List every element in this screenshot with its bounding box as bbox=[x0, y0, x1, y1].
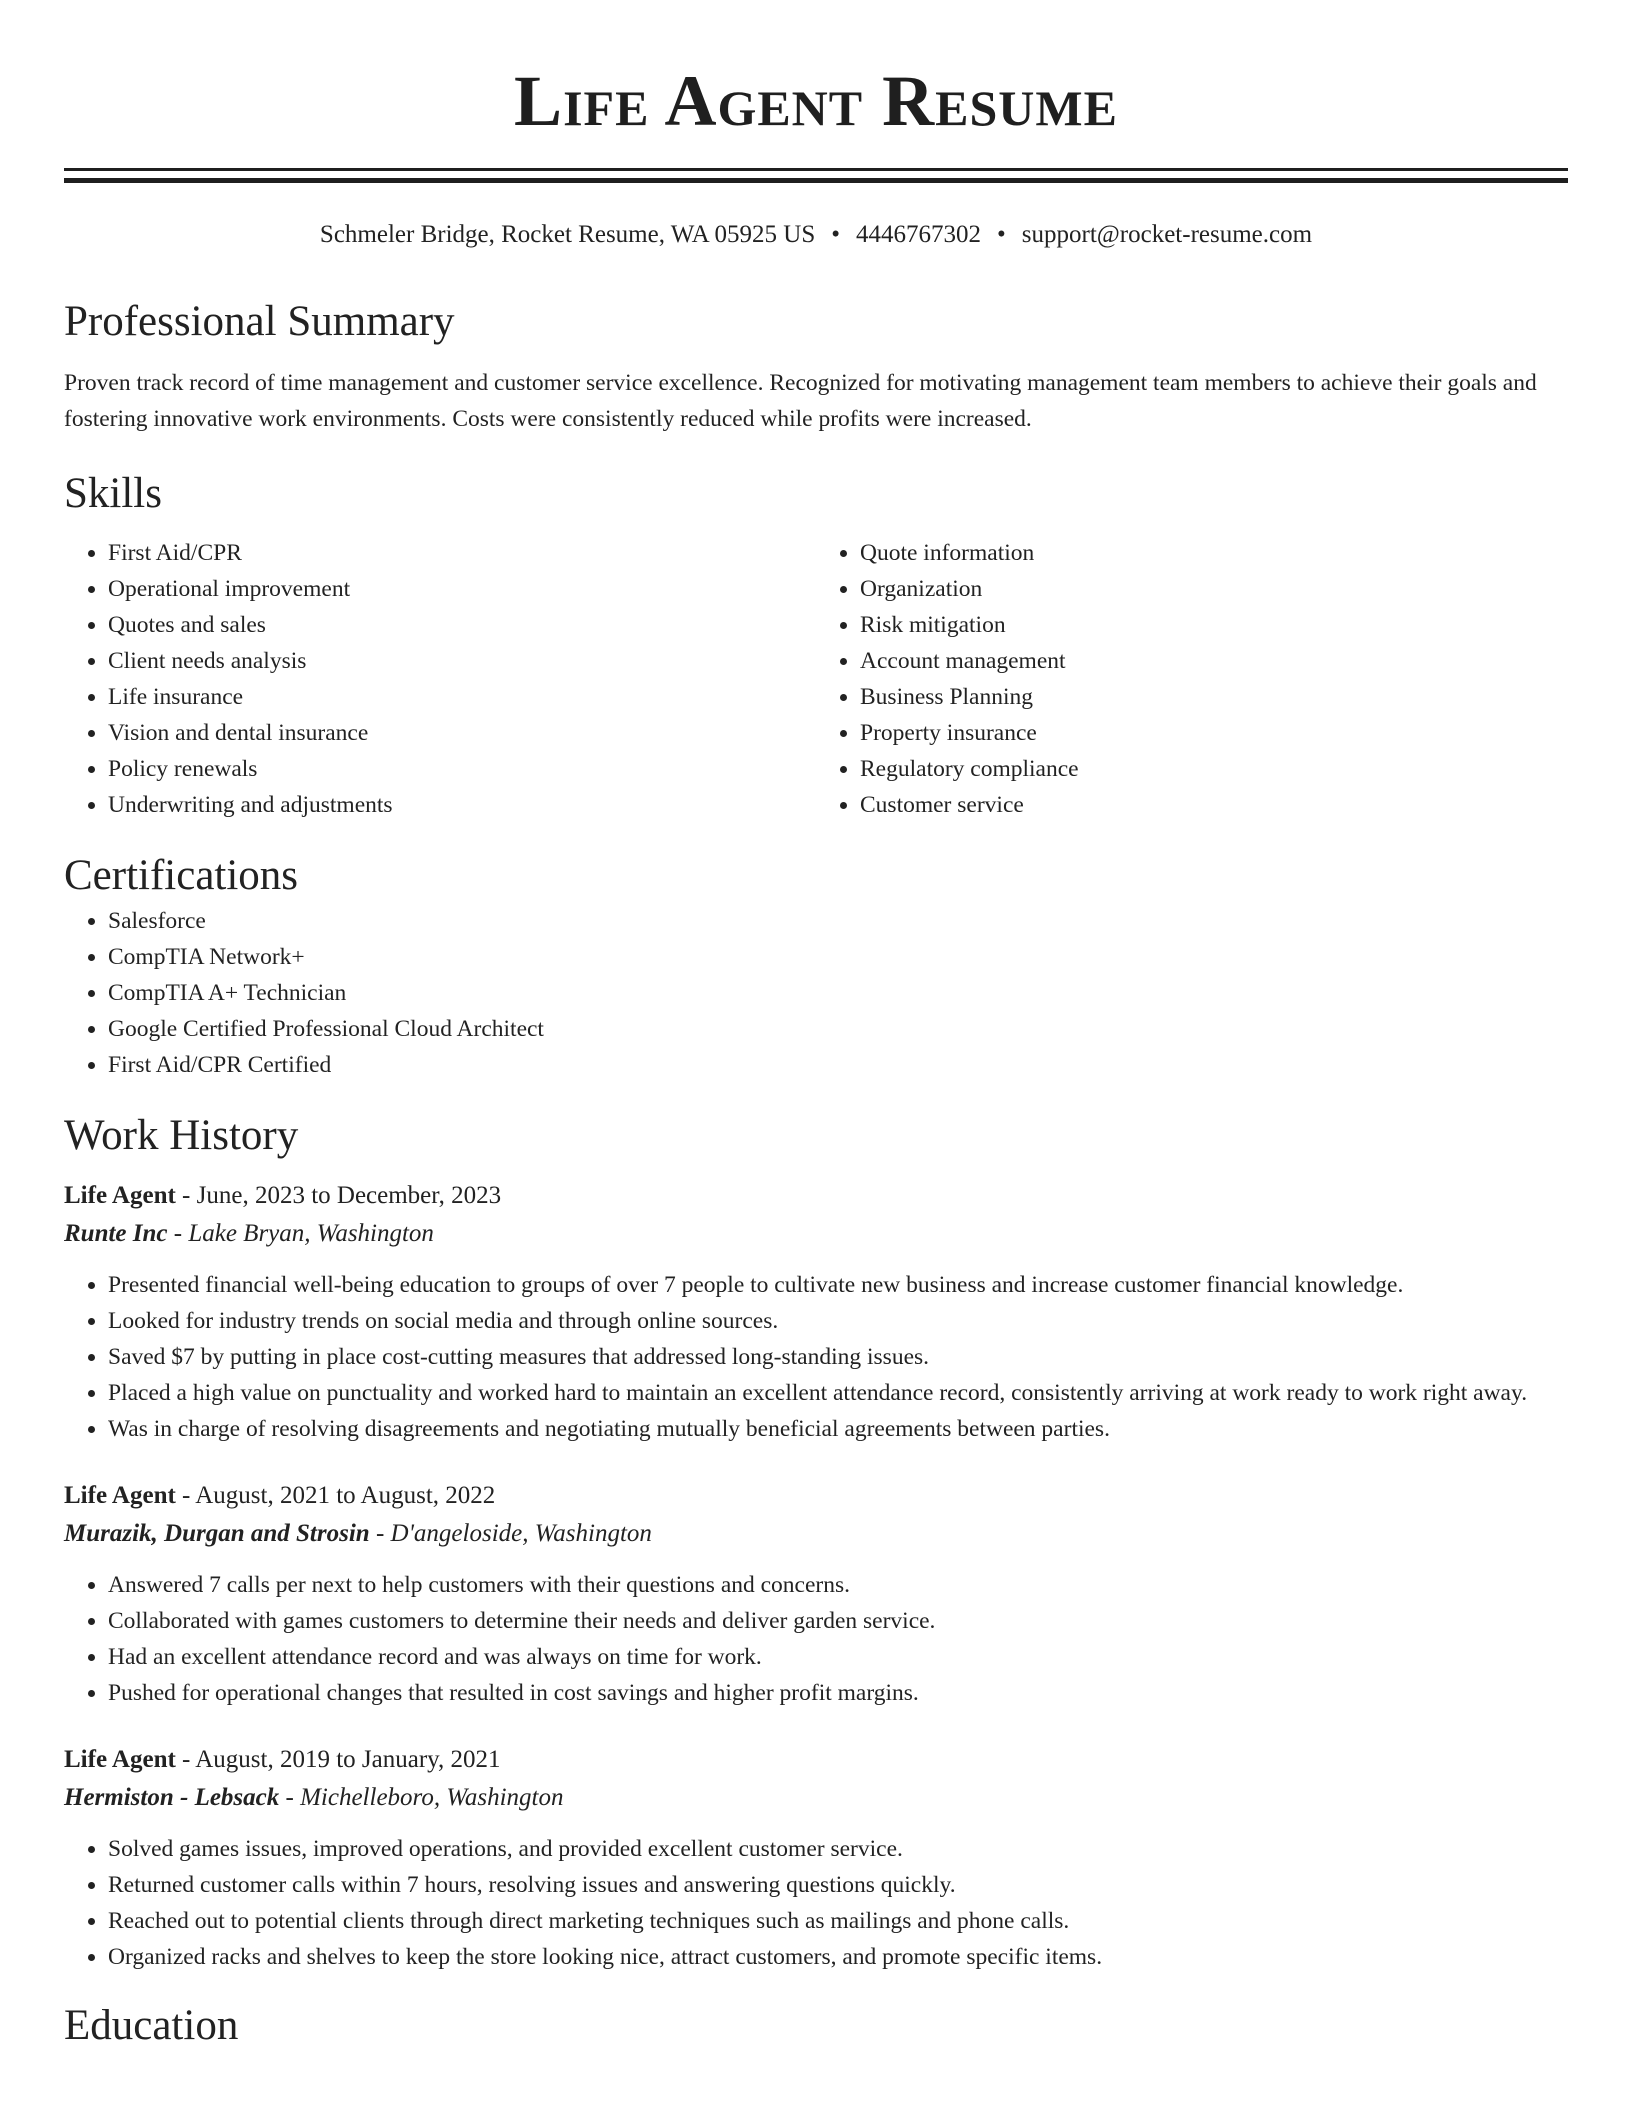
education-heading: Education bbox=[64, 2002, 239, 2049]
certification-item: • Google Certified Professional Cloud Architect bbox=[108, 1011, 1568, 1047]
skill-item: • Business Planning bbox=[860, 679, 1568, 715]
job-entry bbox=[64, 1741, 1568, 1975]
contact-address: Schmeler Bridge, Rocket Resume, WA 05925 US bbox=[319, 221, 816, 248]
contact-separator: • bbox=[831, 221, 840, 248]
job-title-line bbox=[64, 1741, 1568, 1779]
resume-page bbox=[64, 0, 1568, 2053]
summary-heading: Professional Summary bbox=[64, 298, 455, 345]
job-title-line bbox=[64, 1477, 1568, 1515]
job-bullet: • Returned customer calls within 7 hours, resolving issues and answering questions quickly. bbox=[108, 1867, 1568, 1903]
job-entry bbox=[64, 1177, 1568, 1447]
contact-separator: • bbox=[997, 221, 1006, 248]
certification-item: • CompTIA Network+ bbox=[108, 939, 1568, 975]
job-bullet: • Answered 7 calls per next to help customers with their questions and concerns. bbox=[108, 1567, 1568, 1603]
job-bullet: • Placed a high value on punctuality and worked hard to maintain an excellent attendance record, consistently arriving at work ready to work right away. bbox=[108, 1375, 1568, 1411]
job-company-line bbox=[64, 1515, 1568, 1553]
certification-item: • Salesforce bbox=[108, 903, 1568, 939]
skill-item: • Property insurance bbox=[860, 715, 1568, 751]
job-company: Runte Inc bbox=[64, 1220, 168, 1247]
job-location: - D'angeloside, Washington bbox=[369, 1520, 652, 1547]
certifications-heading: Certifications bbox=[64, 852, 299, 899]
job-title: Life Agent bbox=[64, 1182, 176, 1209]
contact-line bbox=[64, 219, 1568, 251]
job-bullets bbox=[64, 1831, 1568, 1975]
job-bullet: • Collaborated with games customers to determine their needs and deliver garden service. bbox=[108, 1603, 1568, 1639]
job-bullet: • Was in charge of resolving disagreements and negotiating mutually beneficial agreements between parties. bbox=[108, 1411, 1568, 1447]
job-bullets bbox=[64, 1567, 1568, 1711]
certification-item: • First Aid/CPR Certified bbox=[108, 1047, 1568, 1083]
certification-item: • CompTIA A+ Technician bbox=[108, 975, 1568, 1011]
job-company-line bbox=[64, 1779, 1568, 1817]
skill-item: • Operational improvement bbox=[108, 571, 816, 607]
job-bullet: • Reached out to potential clients through direct marketing techniques such as mailings and phone calls. bbox=[108, 1903, 1568, 1939]
job-bullet: • Solved games issues, improved operations, and provided excellent customer service. bbox=[108, 1831, 1568, 1867]
summary-text: Proven track record of time management and customer service excellence. Recognized for motivating management team members to achieve their goals and fostering innovative work environments. Costs were consistently reduced while profits were increased. bbox=[64, 370, 1537, 432]
job-dates: - June, 2023 to December, 2023 bbox=[175, 1182, 502, 1209]
job-bullet: • Pushed for operational changes that resulted in cost savings and higher profit margins. bbox=[108, 1675, 1568, 1711]
job-title: Life Agent bbox=[64, 1746, 176, 1773]
skill-item: • Client needs analysis bbox=[108, 643, 816, 679]
skill-item: • Underwriting and adjustments bbox=[108, 787, 816, 823]
page-title: Life Agent Resume bbox=[514, 61, 1118, 141]
job-entry bbox=[64, 1477, 1568, 1711]
contact-phone: 4446767302 bbox=[856, 221, 981, 248]
job-bullet: • Organized racks and shelves to keep the store looking nice, attract customers, and promote specific items. bbox=[108, 1939, 1568, 1975]
job-location: - Lake Bryan, Washington bbox=[167, 1220, 434, 1247]
skill-item: • Regulatory compliance bbox=[860, 751, 1568, 787]
skill-item: • Quote information bbox=[860, 535, 1568, 571]
work-history-heading: Work History bbox=[64, 1112, 299, 1159]
job-dates: - August, 2019 to January, 2021 bbox=[175, 1746, 501, 1773]
skill-item: • Organization bbox=[860, 571, 1568, 607]
title-rule-bottom bbox=[64, 178, 1568, 183]
skills-list-left bbox=[64, 535, 816, 823]
job-bullet: • Presented financial well-being education to groups of over 7 people to cultivate new business and increase customer financial knowledge. bbox=[108, 1267, 1568, 1303]
job-company: Murazik, Durgan and Strosin bbox=[64, 1520, 370, 1547]
job-company-line bbox=[64, 1215, 1568, 1253]
skills-columns bbox=[64, 535, 1568, 823]
skill-item: • Quotes and sales bbox=[108, 607, 816, 643]
contact-email: support@rocket-resume.com bbox=[1021, 221, 1313, 248]
skills-heading: Skills bbox=[64, 470, 162, 517]
job-bullets bbox=[64, 1267, 1568, 1447]
skill-item: • First Aid/CPR bbox=[108, 535, 816, 571]
skill-item: • Vision and dental insurance bbox=[108, 715, 816, 751]
title-rule-top bbox=[64, 168, 1568, 171]
job-bullet: • Saved $7 by putting in place cost-cutting measures that addressed long-standing issues. bbox=[108, 1339, 1568, 1375]
skill-item: • Risk mitigation bbox=[860, 607, 1568, 643]
skill-item: • Customer service bbox=[860, 787, 1568, 823]
skill-item: • Account management bbox=[860, 643, 1568, 679]
skill-item: • Life insurance bbox=[108, 679, 816, 715]
job-title: Life Agent bbox=[64, 1482, 176, 1509]
job-bullet: • Looked for industry trends on social media and through online sources. bbox=[108, 1303, 1568, 1339]
skills-list-right bbox=[816, 535, 1568, 823]
job-dates: - August, 2021 to August, 2022 bbox=[175, 1482, 496, 1509]
job-location: - Michelleboro, Washington bbox=[279, 1784, 564, 1811]
certifications-list bbox=[64, 903, 1568, 1083]
skill-item: • Policy renewals bbox=[108, 751, 816, 787]
job-company: Hermiston - Lebsack bbox=[64, 1784, 280, 1811]
job-bullet: • Had an excellent attendance record and was always on time for work. bbox=[108, 1639, 1568, 1675]
job-title-line bbox=[64, 1177, 1568, 1215]
